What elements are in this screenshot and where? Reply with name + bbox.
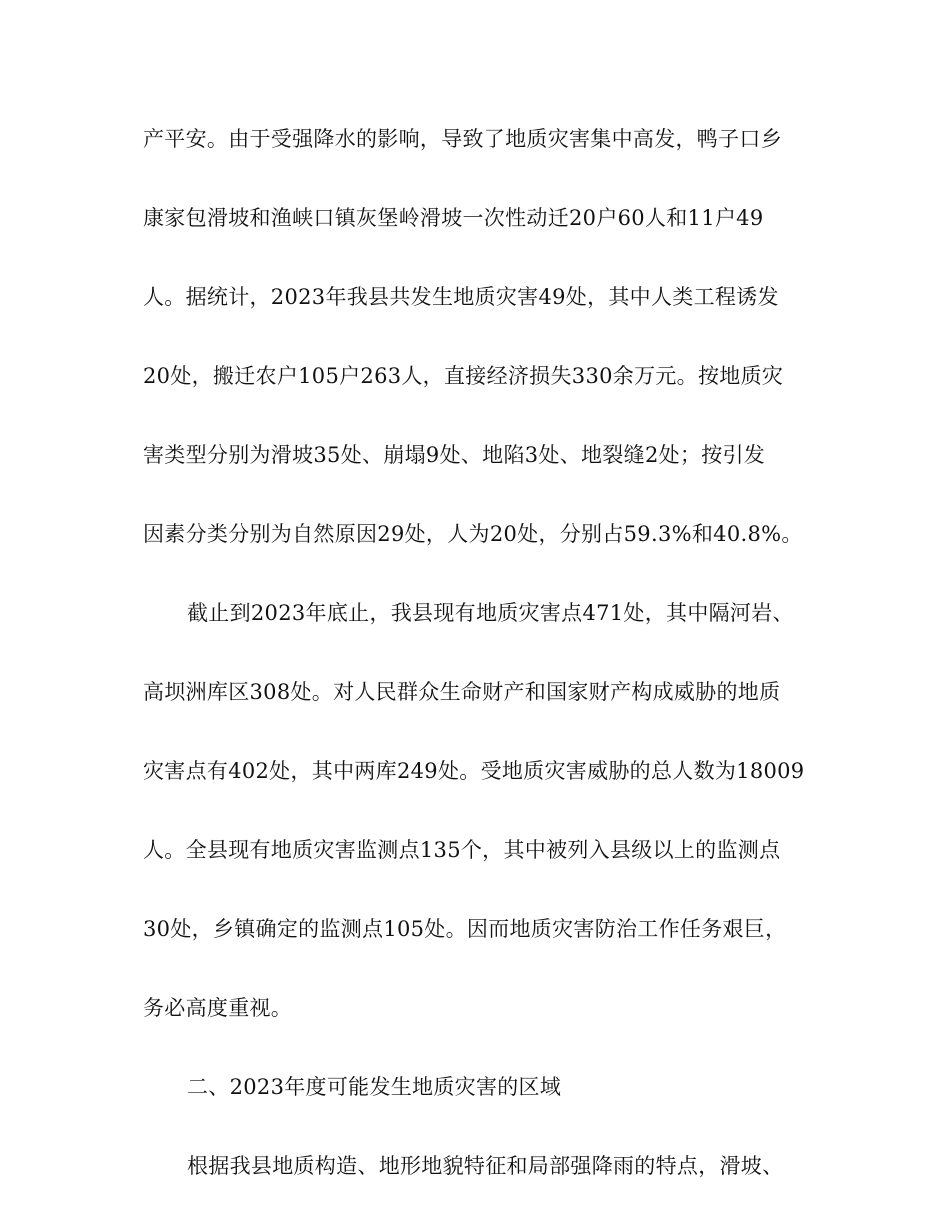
text-line: 因素分类分别为自然原因29处，人为20处，分别占59.3%和40.8%。 xyxy=(143,522,803,546)
text-line: 30处，乡镇确定的监测点105处。因而地质灾害防治工作任务艰巨， xyxy=(143,917,787,941)
text-line: 人。据统计，2023年我县共发生地质灾害49处，其中人类工程诱发 xyxy=(143,285,779,309)
text-line: 产平安。由于受强降水的影响，导致了地质灾害集中高发，鸭子口乡 xyxy=(143,127,782,151)
text-line: 害类型分别为滑坡35处、崩塌9处、地陷3处、地裂缝2处；按引发 xyxy=(143,443,766,467)
section-heading: 二、2023年度可能发生地质灾害的区域 xyxy=(187,1075,562,1099)
paragraph-first-line: 截止到2023年底止，我县现有地质灾害点471处，其中隔河岩、 xyxy=(187,601,794,625)
text-line: 20处，搬迁农户105户263人，直接经济损失330余万元。按地质灾 xyxy=(143,364,784,388)
paragraph-first-line: 根据我县地质构造、地形地貌特征和局部强降雨的特点，滑坡、 xyxy=(187,1154,784,1178)
text-line: 人。全县现有地质灾害监测点135个，其中被列入县级以上的监测点 xyxy=(143,838,781,862)
text-line: 高坝洲库区308处。对人民群众生命财产和国家财产构成威胁的地质 xyxy=(143,680,781,704)
text-line: 务必高度重视。 xyxy=(143,996,293,1020)
text-line: 灾害点有402处，其中两库249处。受地质灾害威胁的总人数为18009 xyxy=(143,759,805,783)
text-line: 康家包滑坡和渔峡口镇灰堡岭滑坡一次性动迁20户60人和11户49 xyxy=(143,206,764,230)
